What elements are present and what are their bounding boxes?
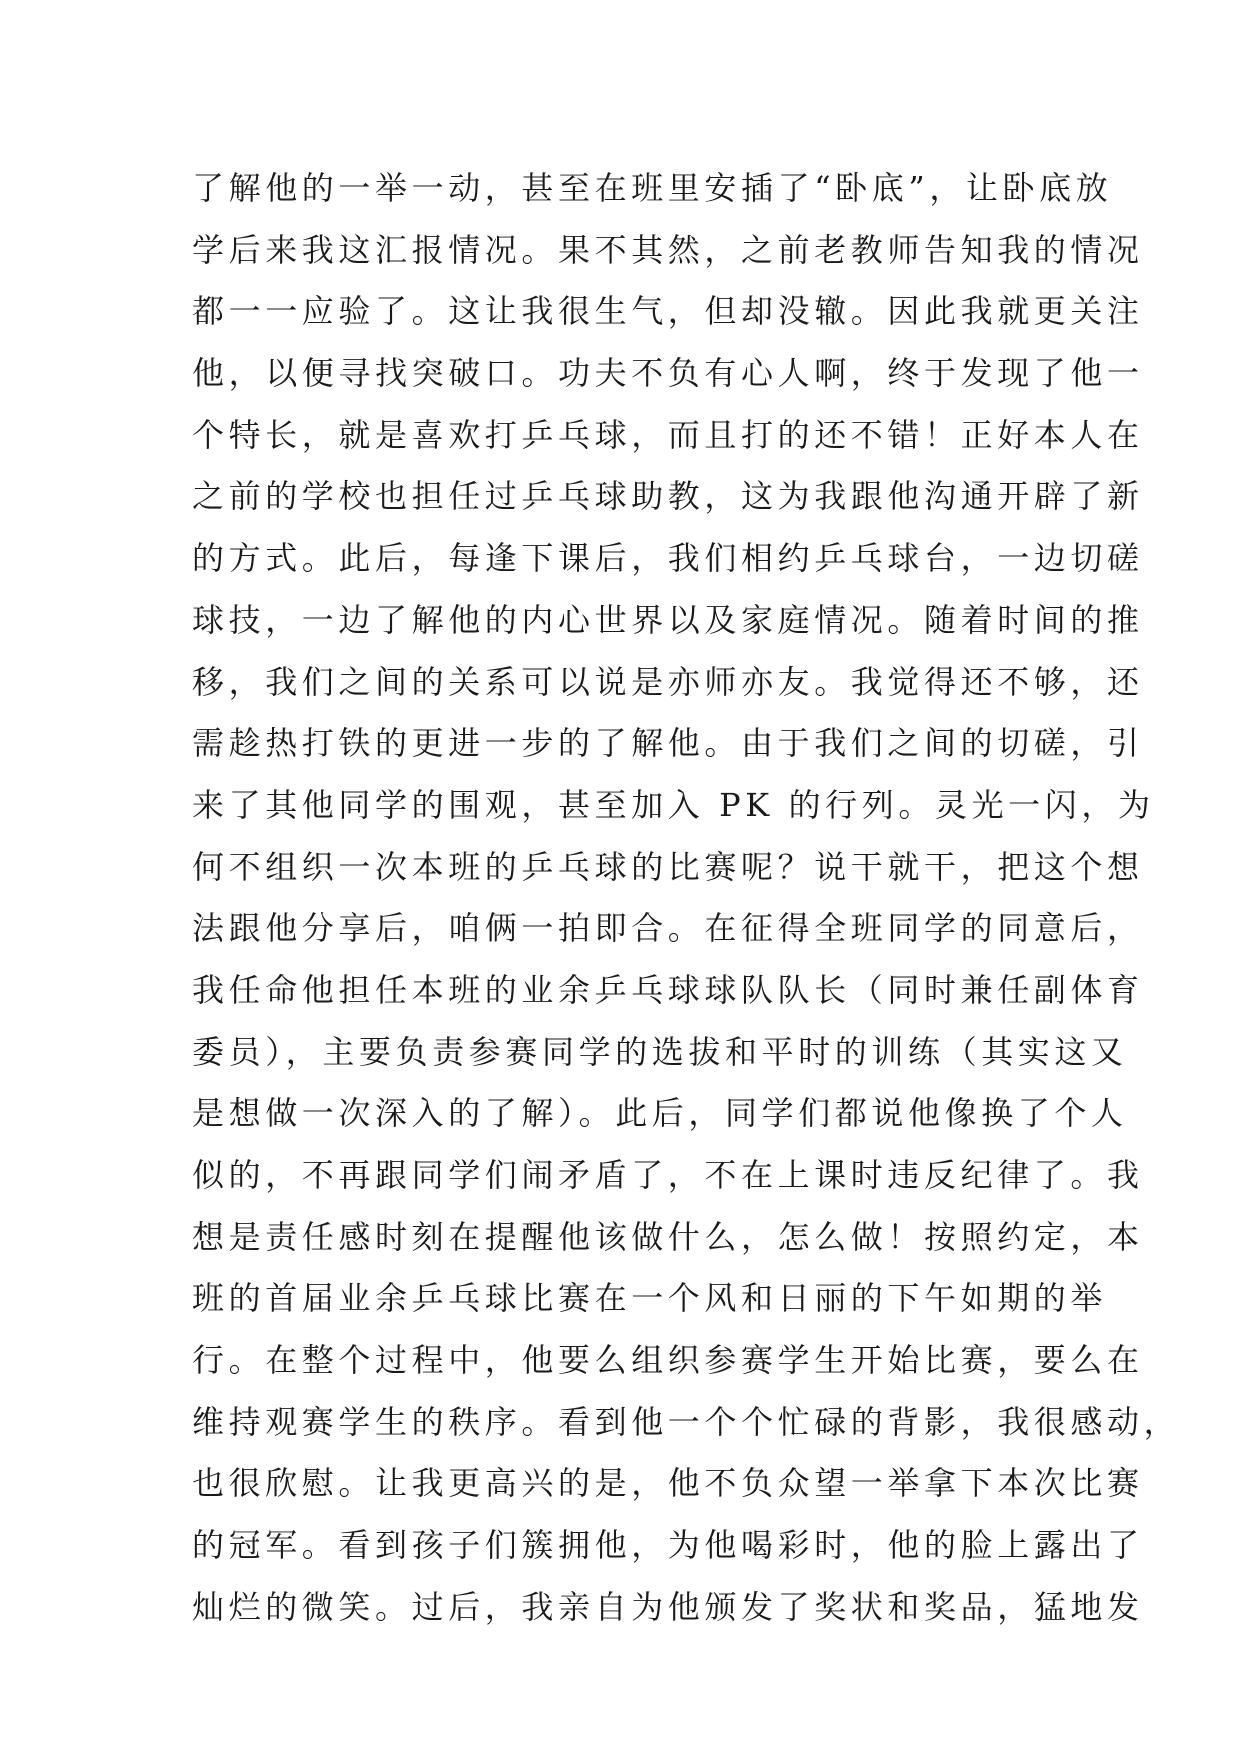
text-line: 学后来我这汇报情况。果不其然，之前老教师告知我的情况 [192, 230, 1144, 269]
text-line: 灿烂的微笑。过后，我亲自为他颁发了奖状和奖品，猛地发 [192, 1587, 1144, 1626]
text-line: 之前的学校也担任过乒乓球助教，这为我跟他沟通开辟了新 [192, 477, 1144, 516]
text-line: 法跟他分享后，咱俩一拍即合。在征得全班同学的同意后， [192, 909, 1144, 948]
text-line: 都一一应验了。这让我很生气，但却没辙。因此我就更关注 [192, 292, 1144, 331]
body-text [192, 158, 1181, 1639]
text-line: 行。在整个过程中，他要么组织参赛学生开始比赛，要么在 [192, 1341, 1144, 1380]
text-line: 他，以便寻找突破口。功夫不负有心人啊，终于发现了他一 [192, 354, 1144, 393]
text-line: 了解他的一举一动，甚至在班里安插了“卧底”，让卧底放 [192, 169, 1113, 207]
text-line: 维持观赛学生的秩序。看到他一个个忙碌的背影，我很感动， [192, 1402, 1181, 1441]
text-line: 班的首届业余乒乓球比赛在一个风和日丽的下午如期的举 [192, 1279, 1108, 1318]
text-line: 似的，不再跟同学们闹矛盾了，不在上课时违反纪律了。我 [192, 1156, 1144, 1194]
text-line: 来了其他同学的围观，甚至加入 PK 的行列。灵光一闪，为 [192, 785, 1155, 824]
text-line: 是想做一次深入的了解）。此后，同学们都说他像换了个人 [192, 1094, 1128, 1133]
text-line: 的方式。此后，每逢下课后，我们相约乒乓球台，一边切磋 [192, 539, 1144, 578]
text-line: 需趁热打铁的更进一步的了解他。由于我们之间的切磋，引 [192, 724, 1144, 763]
text-line: 想是责任感时刻在提醒他该做什么，怎么做！按照约定，本 [192, 1217, 1144, 1256]
text-line: 委员），主要负责参赛同学的选拔和平时的训练（其实这又 [192, 1032, 1128, 1071]
text-line: 我任命他担任本班的业余乒乓球球队队长（同时兼任副体育 [192, 970, 1144, 1009]
text-line: 移，我们之间的关系可以说是亦师亦友。我觉得还不够，还 [192, 662, 1144, 701]
text-line: 球技，一边了解他的内心世界以及家庭情况。随着时间的推 [192, 600, 1144, 639]
text-line: 个特长，就是喜欢打乒乓球，而且打的还不错！正好本人在 [192, 415, 1144, 454]
text-line: 的冠军。看到孩子们簇拥他，为他喝彩时，他的脸上露出了 [192, 1526, 1144, 1565]
text-line: 何不组织一次本班的乒乓球的比赛呢？说干就干，把这个想 [192, 847, 1144, 886]
text-line: 也很欣慰。让我更高兴的是，他不负众望一举拿下本次比赛 [192, 1464, 1144, 1503]
